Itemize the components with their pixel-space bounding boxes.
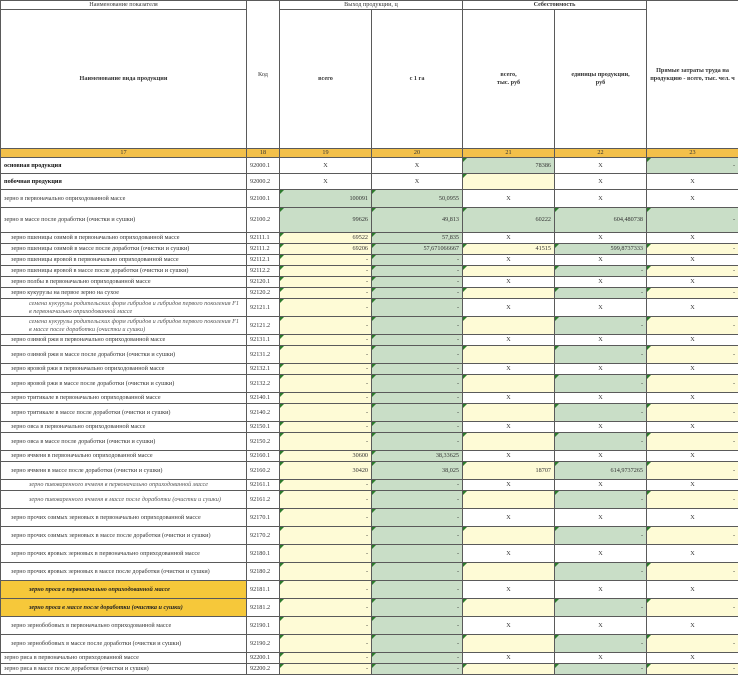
- cell-col-20[interactable]: -: [372, 433, 463, 451]
- cell-col-22[interactable]: -: [555, 433, 647, 451]
- cell-col-23[interactable]: -: [647, 158, 738, 174]
- cell-col-21[interactable]: [463, 527, 555, 545]
- header-cost-unit: единицы продукции, руб: [555, 10, 647, 149]
- cell-col-21[interactable]: [463, 599, 555, 617]
- header-indicator-label: Наименование показателя: [1, 1, 247, 10]
- cell-col-21[interactable]: [463, 433, 555, 451]
- cell-col-19[interactable]: 69206: [280, 244, 372, 255]
- row-name: зерно в массе после доработки (очистки и сушки): [1, 208, 247, 233]
- cell-col-20[interactable]: -: [372, 375, 463, 393]
- cell-col-19[interactable]: -: [280, 545, 372, 563]
- table-row: [1, 433, 738, 451]
- cell-col-23[interactable]: -: [647, 244, 738, 255]
- cell-col-21[interactable]: [463, 266, 555, 277]
- row-code: 92160.2: [247, 462, 280, 480]
- row-name: зерно пшеницы озимой в первоначально оприходованной массе: [1, 233, 247, 244]
- row-code: 92111.1: [247, 233, 280, 244]
- cell-col-20[interactable]: 57,835: [372, 233, 463, 244]
- row-code: 92131.1: [247, 335, 280, 346]
- row-code: 92000.1: [247, 158, 280, 174]
- cell-col-22[interactable]: -: [555, 266, 647, 277]
- cell-col-22[interactable]: -: [555, 404, 647, 422]
- row-code: 92161.1: [247, 480, 280, 491]
- col-number: 19: [280, 149, 372, 158]
- row-code: 92112.1: [247, 255, 280, 266]
- table-row: [1, 266, 738, 277]
- row-code: 92140.2: [247, 404, 280, 422]
- row-name: зерно риса в массе после доработки (очистки и сушки): [1, 664, 247, 675]
- cell-col-19[interactable]: -: [280, 288, 372, 299]
- cell-col-21[interactable]: [463, 174, 555, 190]
- cell-col-23: X: [647, 393, 738, 404]
- cell-col-22: X: [555, 364, 647, 375]
- row-code: 92161.2: [247, 491, 280, 509]
- cell-col-20[interactable]: -: [372, 335, 463, 346]
- row-code: 92190.2: [247, 635, 280, 653]
- row-name: основная продукция: [1, 158, 247, 174]
- cell-col-21[interactable]: 41515: [463, 244, 555, 255]
- table-row: [1, 299, 738, 317]
- cell-col-19[interactable]: -: [280, 299, 372, 317]
- cell-col-22: X: [555, 480, 647, 491]
- cell-col-19: X: [280, 158, 372, 174]
- cell-col-20[interactable]: -: [372, 509, 463, 527]
- cell-col-23[interactable]: -: [647, 433, 738, 451]
- row-name: зерно тритикале в первоначально оприходованной массе: [1, 393, 247, 404]
- cell-col-19[interactable]: -: [280, 563, 372, 581]
- cell-col-22: X: [555, 509, 647, 527]
- table-row: [1, 563, 738, 581]
- cell-col-23[interactable]: -: [647, 563, 738, 581]
- row-name: зерно проса в массе после доработки (очистка и сушки): [1, 599, 247, 617]
- cell-col-21[interactable]: [463, 346, 555, 364]
- cell-col-22[interactable]: -: [555, 635, 647, 653]
- cell-col-19[interactable]: 30600: [280, 451, 372, 462]
- cell-col-21: X: [463, 653, 555, 664]
- cell-col-23: X: [647, 364, 738, 375]
- table-row: [1, 346, 738, 364]
- cell-col-22: X: [555, 545, 647, 563]
- cell-col-19[interactable]: -: [280, 653, 372, 664]
- row-code: 92180.2: [247, 563, 280, 581]
- cell-col-23: X: [647, 451, 738, 462]
- cell-col-22: X: [555, 653, 647, 664]
- cell-col-23: X: [647, 617, 738, 635]
- row-code: 92000.2: [247, 174, 280, 190]
- table-row: [1, 480, 738, 491]
- cell-col-23: X: [647, 255, 738, 266]
- row-name: зерно прочих озимых зерновых в массе после доработки (очистки и сушки): [1, 527, 247, 545]
- row-code: 92181.1: [247, 581, 280, 599]
- cell-col-23: X: [647, 233, 738, 244]
- row-name: зерно яровой ржи в массе после доработки (очистки и сушки): [1, 375, 247, 393]
- cell-col-20[interactable]: -: [372, 527, 463, 545]
- cell-col-20[interactable]: -: [372, 393, 463, 404]
- cell-col-19[interactable]: -: [280, 527, 372, 545]
- table-row: [1, 158, 738, 174]
- table-row: [1, 653, 738, 664]
- row-code: 92111.2: [247, 244, 280, 255]
- table-row: [1, 422, 738, 433]
- cell-col-23: X: [647, 545, 738, 563]
- row-code: 92170.1: [247, 509, 280, 527]
- row-name: зерно овса в массе после доработки (очистки и сушки): [1, 433, 247, 451]
- cell-col-21[interactable]: 60222: [463, 208, 555, 233]
- cell-col-23[interactable]: -: [647, 527, 738, 545]
- table-row: [1, 255, 738, 266]
- cell-col-21: X: [463, 190, 555, 208]
- row-name: зерно прочих яровых зерновых в массе после доработки (очистки и сушки): [1, 563, 247, 581]
- row-name: зерно в первоначально оприходованной массе: [1, 190, 247, 208]
- col-number: 20: [372, 149, 463, 158]
- table-row: [1, 317, 738, 335]
- cell-col-22: X: [555, 422, 647, 433]
- table-row: [1, 664, 738, 675]
- col-number: 21: [463, 149, 555, 158]
- cell-col-22[interactable]: -: [555, 346, 647, 364]
- cell-col-20[interactable]: -: [372, 288, 463, 299]
- cell-col-23: X: [647, 422, 738, 433]
- row-name: зерно яровой ржи в первоначально оприходованной массе: [1, 364, 247, 375]
- cell-col-21[interactable]: [463, 404, 555, 422]
- cell-col-19[interactable]: 100091: [280, 190, 372, 208]
- cell-col-20[interactable]: 49,813: [372, 208, 463, 233]
- cell-col-23[interactable]: -: [647, 375, 738, 393]
- cell-col-20[interactable]: 50,0955: [372, 190, 463, 208]
- cell-col-19[interactable]: -: [280, 480, 372, 491]
- header-output-group: Выход продукции, ц: [280, 1, 463, 10]
- cell-col-20[interactable]: -: [372, 346, 463, 364]
- row-name: зерно полбы в первоначально оприходованной массе: [1, 277, 247, 288]
- row-code: 92181.2: [247, 599, 280, 617]
- table-row: [1, 244, 738, 255]
- cell-col-22: X: [555, 393, 647, 404]
- cell-col-20[interactable]: -: [372, 599, 463, 617]
- cell-col-22: X: [555, 190, 647, 208]
- cell-col-23[interactable]: -: [647, 288, 738, 299]
- table-row: [1, 509, 738, 527]
- cell-col-19[interactable]: -: [280, 635, 372, 653]
- cell-col-23[interactable]: -: [647, 599, 738, 617]
- cell-col-22: X: [555, 581, 647, 599]
- row-code: 92132.1: [247, 364, 280, 375]
- table-row: [1, 527, 738, 545]
- row-code: 92100.2: [247, 208, 280, 233]
- cell-col-21: X: [463, 299, 555, 317]
- table-row: [1, 451, 738, 462]
- table-row: [1, 288, 738, 299]
- cell-col-21: X: [463, 393, 555, 404]
- row-name: зерно пшеницы яровой в первоначально оприходованной массе: [1, 255, 247, 266]
- cell-col-22[interactable]: -: [555, 563, 647, 581]
- row-name: зерно пшеницы яровой в массе после доработки (очистки и сушки): [1, 266, 247, 277]
- col-number: 18: [247, 149, 280, 158]
- cell-col-22: X: [555, 335, 647, 346]
- row-code: 92120.2: [247, 288, 280, 299]
- row-code: 92121.2: [247, 317, 280, 335]
- cell-col-21: X: [463, 233, 555, 244]
- cell-col-23: X: [647, 174, 738, 190]
- cell-col-19: X: [280, 174, 372, 190]
- cell-col-19[interactable]: 99626: [280, 208, 372, 233]
- cell-col-20[interactable]: -: [372, 266, 463, 277]
- cell-col-23[interactable]: -: [647, 266, 738, 277]
- row-name: зерно овса в первоначально оприходованной массе: [1, 422, 247, 433]
- cell-col-20[interactable]: -: [372, 664, 463, 675]
- cell-col-19[interactable]: -: [280, 581, 372, 599]
- header-cost-group: Себестоимость: [463, 1, 647, 10]
- cell-col-21: X: [463, 364, 555, 375]
- cell-col-19[interactable]: 30420: [280, 462, 372, 480]
- cell-col-21: X: [463, 451, 555, 462]
- cell-col-23: X: [647, 335, 738, 346]
- cell-col-20[interactable]: -: [372, 653, 463, 664]
- cell-col-19[interactable]: -: [280, 491, 372, 509]
- cell-col-19[interactable]: -: [280, 433, 372, 451]
- cell-col-20[interactable]: -: [372, 545, 463, 563]
- cell-col-20[interactable]: -: [372, 563, 463, 581]
- cell-col-19[interactable]: -: [280, 364, 372, 375]
- table-row: [1, 364, 738, 375]
- table-row: [1, 277, 738, 288]
- row-name: побочная продукция: [1, 174, 247, 190]
- cell-col-19[interactable]: 69522: [280, 233, 372, 244]
- cell-col-21[interactable]: [463, 491, 555, 509]
- cell-col-19[interactable]: -: [280, 509, 372, 527]
- cell-col-23: X: [647, 653, 738, 664]
- table-body: [1, 158, 738, 675]
- row-name: зерно ячменя в первоначально оприходованной массе: [1, 451, 247, 462]
- cell-col-20[interactable]: 57,671066667: [372, 244, 463, 255]
- row-name: семена кукурузы родительских форм гибридов и гибридов первого поколения F1 в массе после доработки (очистки и сушки): [1, 317, 247, 335]
- table-row: [1, 335, 738, 346]
- cell-col-22: X: [555, 255, 647, 266]
- row-code: 92100.1: [247, 190, 280, 208]
- cell-col-21: X: [463, 480, 555, 491]
- cell-col-20: X: [372, 158, 463, 174]
- cell-col-19[interactable]: -: [280, 266, 372, 277]
- row-name: зерно прочих яровых зерновых в первоначально оприходованной массе: [1, 545, 247, 563]
- cell-col-23[interactable]: -: [647, 317, 738, 335]
- row-name: зерно прочих озимых зерновых в первоначально оприходованной массе: [1, 509, 247, 527]
- row-code: 92120.1: [247, 277, 280, 288]
- cell-col-23[interactable]: -: [647, 664, 738, 675]
- cell-col-19[interactable]: -: [280, 599, 372, 617]
- cell-col-22: X: [555, 299, 647, 317]
- cell-col-20[interactable]: -: [372, 635, 463, 653]
- cell-col-23: X: [647, 509, 738, 527]
- cell-col-22: X: [555, 158, 647, 174]
- table-row: [1, 393, 738, 404]
- cell-col-22[interactable]: 604,480738: [555, 208, 647, 233]
- cell-col-23: X: [647, 299, 738, 317]
- row-code: 92121.1: [247, 299, 280, 317]
- row-code: 92112.2: [247, 266, 280, 277]
- table-row: [1, 190, 738, 208]
- cell-col-22: X: [555, 451, 647, 462]
- cell-col-21[interactable]: [463, 664, 555, 675]
- row-name: зерно зернобобовых в первоначально оприходованной массе: [1, 617, 247, 635]
- col-number: 22: [555, 149, 647, 158]
- header-product-name: Наименование вида продукции: [1, 10, 247, 149]
- cell-col-22[interactable]: -: [555, 491, 647, 509]
- table-row: [1, 174, 738, 190]
- cell-col-20[interactable]: -: [372, 299, 463, 317]
- row-code: 92160.1: [247, 451, 280, 462]
- table-row: [1, 462, 738, 480]
- cell-col-23[interactable]: -: [647, 635, 738, 653]
- cell-col-21[interactable]: 78386: [463, 158, 555, 174]
- cell-col-19[interactable]: -: [280, 317, 372, 335]
- cell-col-20[interactable]: -: [372, 255, 463, 266]
- cell-col-23[interactable]: -: [647, 462, 738, 480]
- col-number: 23: [647, 149, 738, 158]
- cell-col-20[interactable]: -: [372, 617, 463, 635]
- table-row: [1, 375, 738, 393]
- cell-col-23: X: [647, 190, 738, 208]
- cell-col-21[interactable]: [463, 317, 555, 335]
- row-name: зерно риса в первоначально оприходованной массе: [1, 653, 247, 664]
- cell-col-21[interactable]: [463, 563, 555, 581]
- row-name: зерно пивоваренного ячменя в массе после доработки (очистки и сушки): [1, 491, 247, 509]
- table-row: [1, 491, 738, 509]
- cell-col-22[interactable]: -: [555, 288, 647, 299]
- cell-col-19[interactable]: -: [280, 255, 372, 266]
- row-name: зерно проса в первоначально оприходованной массе: [1, 581, 247, 599]
- cell-col-22[interactable]: 614,9737265: [555, 462, 647, 480]
- table-row: [1, 545, 738, 563]
- row-name: зерно пшеницы озимой в массе после доработки (очистки и сушки): [1, 244, 247, 255]
- table-row: [1, 617, 738, 635]
- table-row: [1, 635, 738, 653]
- cell-col-22[interactable]: -: [555, 599, 647, 617]
- row-code: 92140.1: [247, 393, 280, 404]
- row-name: зерно ячменя в массе после доработки (очистки и сушки): [1, 462, 247, 480]
- cell-col-21: X: [463, 545, 555, 563]
- cell-col-23: X: [647, 581, 738, 599]
- table-row: [1, 208, 738, 233]
- cell-col-21: X: [463, 422, 555, 433]
- cell-col-20[interactable]: -: [372, 404, 463, 422]
- row-code: 92190.1: [247, 617, 280, 635]
- column-number-row: [1, 149, 738, 158]
- cell-col-22[interactable]: -: [555, 317, 647, 335]
- cell-col-22: X: [555, 617, 647, 635]
- cell-col-23[interactable]: -: [647, 404, 738, 422]
- cell-col-19[interactable]: -: [280, 335, 372, 346]
- cell-col-21[interactable]: [463, 288, 555, 299]
- header-code: Код: [247, 1, 280, 149]
- cell-col-20[interactable]: -: [372, 277, 463, 288]
- row-name: семена кукурузы родительских форм гибридов и гибридов первого поколения F1 в первоначально оприходованной массе: [1, 299, 247, 317]
- cell-col-23[interactable]: -: [647, 208, 738, 233]
- row-name: зерно озимой ржи в массе после доработки (очистки и сушки): [1, 346, 247, 364]
- row-code: 92150.2: [247, 433, 280, 451]
- cell-col-21: X: [463, 509, 555, 527]
- cell-col-19[interactable]: -: [280, 422, 372, 433]
- cell-col-19[interactable]: -: [280, 346, 372, 364]
- cell-col-20: X: [372, 174, 463, 190]
- row-code: 92180.1: [247, 545, 280, 563]
- cell-col-19[interactable]: -: [280, 404, 372, 422]
- cell-col-20[interactable]: -: [372, 364, 463, 375]
- cell-col-20[interactable]: -: [372, 480, 463, 491]
- cell-col-22[interactable]: -: [555, 664, 647, 675]
- table-row: [1, 404, 738, 422]
- col-number: 17: [1, 149, 247, 158]
- cell-col-23: X: [647, 277, 738, 288]
- table-row: [1, 233, 738, 244]
- cell-col-19[interactable]: -: [280, 277, 372, 288]
- cell-col-21[interactable]: [463, 635, 555, 653]
- header-labor: Прямые затраты труда на продукцию - всего, тыс. чел. ч: [647, 1, 738, 149]
- row-name: зерно кукурузы на первое зерно на сухое: [1, 288, 247, 299]
- header-output-per-ha: с 1 га: [372, 10, 463, 149]
- cell-col-19[interactable]: -: [280, 664, 372, 675]
- row-code: 92200.2: [247, 664, 280, 675]
- cell-col-23: X: [647, 480, 738, 491]
- cell-col-22[interactable]: 599,8737333: [555, 244, 647, 255]
- row-name: зерно пивоваренного ячменя в первоначально оприходованной массе: [1, 480, 247, 491]
- cell-col-20[interactable]: 38,33625: [372, 451, 463, 462]
- cell-col-19[interactable]: -: [280, 375, 372, 393]
- row-name: зерно зернобобовых в массе после доработки (очистки и сушки): [1, 635, 247, 653]
- cell-col-21: X: [463, 617, 555, 635]
- cell-col-22: X: [555, 174, 647, 190]
- cell-col-21: X: [463, 255, 555, 266]
- cell-col-20[interactable]: -: [372, 422, 463, 433]
- cell-col-22[interactable]: -: [555, 375, 647, 393]
- cell-col-20[interactable]: 38,025: [372, 462, 463, 480]
- cell-col-20[interactable]: -: [372, 317, 463, 335]
- cell-col-22: X: [555, 277, 647, 288]
- cell-col-21[interactable]: 18707: [463, 462, 555, 480]
- header-output-total: всего: [280, 10, 372, 149]
- cell-col-22[interactable]: -: [555, 527, 647, 545]
- cell-col-21: X: [463, 581, 555, 599]
- row-code: 92150.1: [247, 422, 280, 433]
- row-name: зерно тритикале в массе после доработки (очистки и сушки): [1, 404, 247, 422]
- cell-col-20[interactable]: -: [372, 491, 463, 509]
- cell-col-19[interactable]: -: [280, 393, 372, 404]
- row-code: 92200.1: [247, 653, 280, 664]
- header-cost-total: всего, тыс. руб: [463, 10, 555, 149]
- cell-col-23[interactable]: -: [647, 491, 738, 509]
- cell-col-21: X: [463, 335, 555, 346]
- table-row: [1, 599, 738, 617]
- cell-col-23[interactable]: -: [647, 346, 738, 364]
- cell-col-22: X: [555, 233, 647, 244]
- row-name: зерно озимой ржи в первоначально оприходованной массе: [1, 335, 247, 346]
- row-code: 92132.2: [247, 375, 280, 393]
- cell-col-19[interactable]: -: [280, 617, 372, 635]
- cell-col-21[interactable]: [463, 375, 555, 393]
- cell-col-20[interactable]: -: [372, 581, 463, 599]
- row-code: 92131.2: [247, 346, 280, 364]
- cell-col-21: X: [463, 277, 555, 288]
- row-code: 92170.2: [247, 527, 280, 545]
- table-row: [1, 581, 738, 599]
